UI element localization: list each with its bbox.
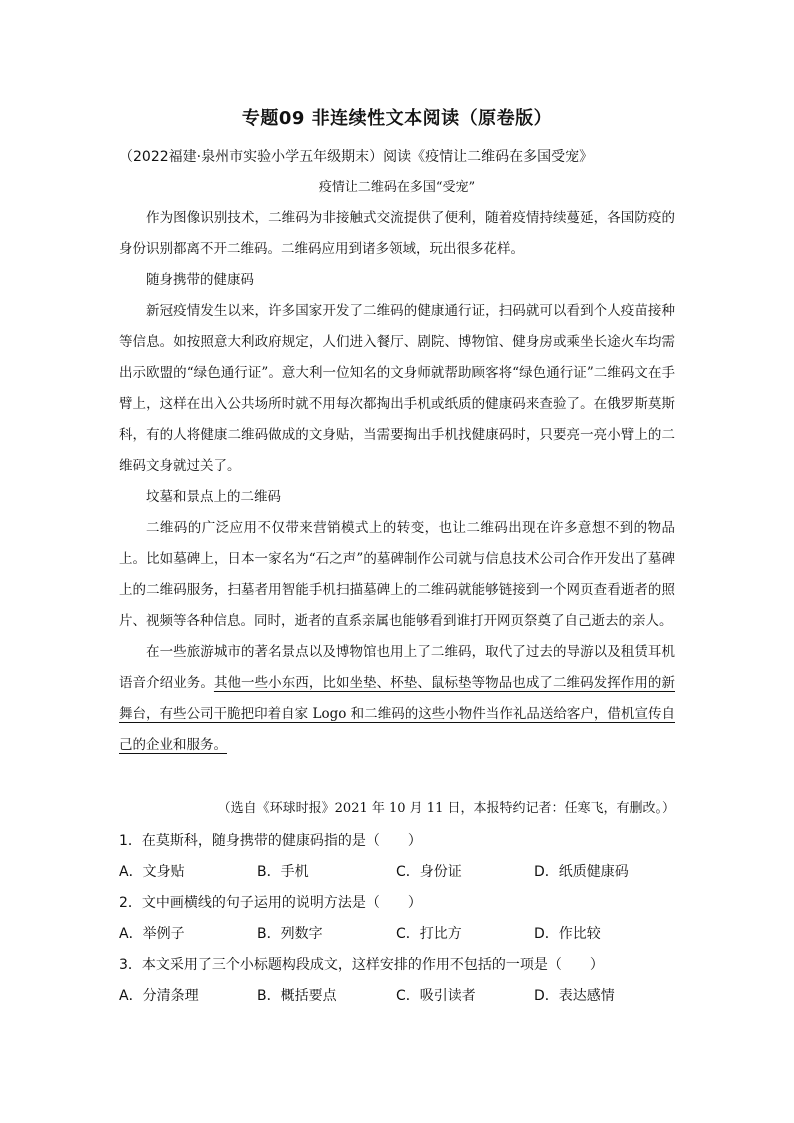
option-a: A．文身贴: [119, 864, 185, 880]
paragraph: 新冠疫情发生以来，许多国家开发了二维码的健康通行证，扫码就可以看到个人疫苗接种等信息。如按照意大利政府规定，人们进入餐厅、剧院、博物馆、健身房或乘坐长途火车均需出示欧盟的“绿色通行证”。意大利一位知名的文身师就帮助顾客将“绿色通行证”二维码文在手臂上，这样在出入公共场所时就不用每次都掏出手机或纸质的健康码来查验了。在俄罗斯莫斯科，有的人将健康二维码做成的文身贴，当需要掏出手机找健康码时，只要亮一亮小臂上的二维码文身就过关了。: [119, 303, 675, 474]
question-stem: 2．文中画横线的句子运用的说明方法是（ ）: [119, 895, 422, 911]
citation: （选自《环球时报》2021 年 10 月 11 日，本报特约记者：任寒飞，有删改。）: [217, 801, 675, 816]
paragraph-with-underline: [119, 637, 675, 761]
paragraph: 作为图像识别技术，二维码为非接触式交流提供了便利，随着疫情持续蔓延，各国防疫的身份识别都离不开二维码。二维码应用到诸多领域，玩出很多花样。: [119, 210, 675, 257]
option-d: D．作比较: [534, 926, 601, 942]
option-a: A．分清条理: [119, 988, 199, 1004]
option-row: [119, 919, 679, 950]
article-title: 疫情让二维码在多国“受宠”: [318, 180, 476, 195]
option-c: C．打比方: [396, 926, 462, 942]
question-list: [119, 826, 679, 1012]
option-c: C．身份证: [396, 864, 462, 880]
underlined-sentence: 其他一些小东西，比如坐垫、杯垫、鼠标垫等物品也成了二维码发挥作用的新舞台，有些公司干脆把印着自家 Logo 和二维码的这些小物件当作礼品送给客户，借机宣传自己的企业和服务。: [119, 675, 675, 753]
document-title: 专题09 非连续性文本阅读（原卷版）: [241, 108, 553, 129]
option-d: D．表达感情: [534, 988, 615, 1004]
article-body: [119, 203, 675, 761]
option-b: B．手机: [257, 864, 309, 880]
option-c: C．吸引读者: [396, 988, 476, 1004]
option-d: D．纸质健康码: [534, 864, 629, 880]
source-line: （2022福建·泉州市实验小学五年级期末）阅读《疫情让二维码在多国受宠》: [119, 149, 594, 165]
option-row: [119, 981, 679, 1012]
option-b: B．概括要点: [257, 988, 337, 1004]
option-b: B．列数字: [257, 926, 323, 942]
subheading: 随身携带的健康码: [146, 272, 254, 288]
option-row: [119, 857, 679, 888]
paragraph: 二维码的广泛应用不仅带来营销模式上的转变，也让二维码出现在许多意想不到的物品上。比如墓碑上，日本一家名为“石之声”的墓碑制作公司就与信息技术公司合作开发出了墓碑上的二维码服务，扫墓者用智能手机扫描墓碑上的二维码就能够链接到一个网页查看逝者的照片、视频等各种信息。同时，逝者的直系亲属也能够看到谁打开网页祭奠了自己逝去的亲人。: [119, 520, 675, 629]
option-a: A．举例子: [119, 926, 185, 942]
paragraph-plain-part: 在一些旅游城市的著名景点以及博物馆也用上了二维码，取代了过去的导游以及租赁耳机语音介绍业务。: [119, 644, 675, 691]
question-stem: 1．在莫斯科，随身携带的健康码指的是（ ）: [119, 833, 422, 849]
question-stem: 3．本文采用了三个小标题构段成文，这样安排的作用不包括的一项是（ ）: [119, 957, 604, 973]
subheading: 坟墓和景点上的二维码: [146, 489, 281, 505]
